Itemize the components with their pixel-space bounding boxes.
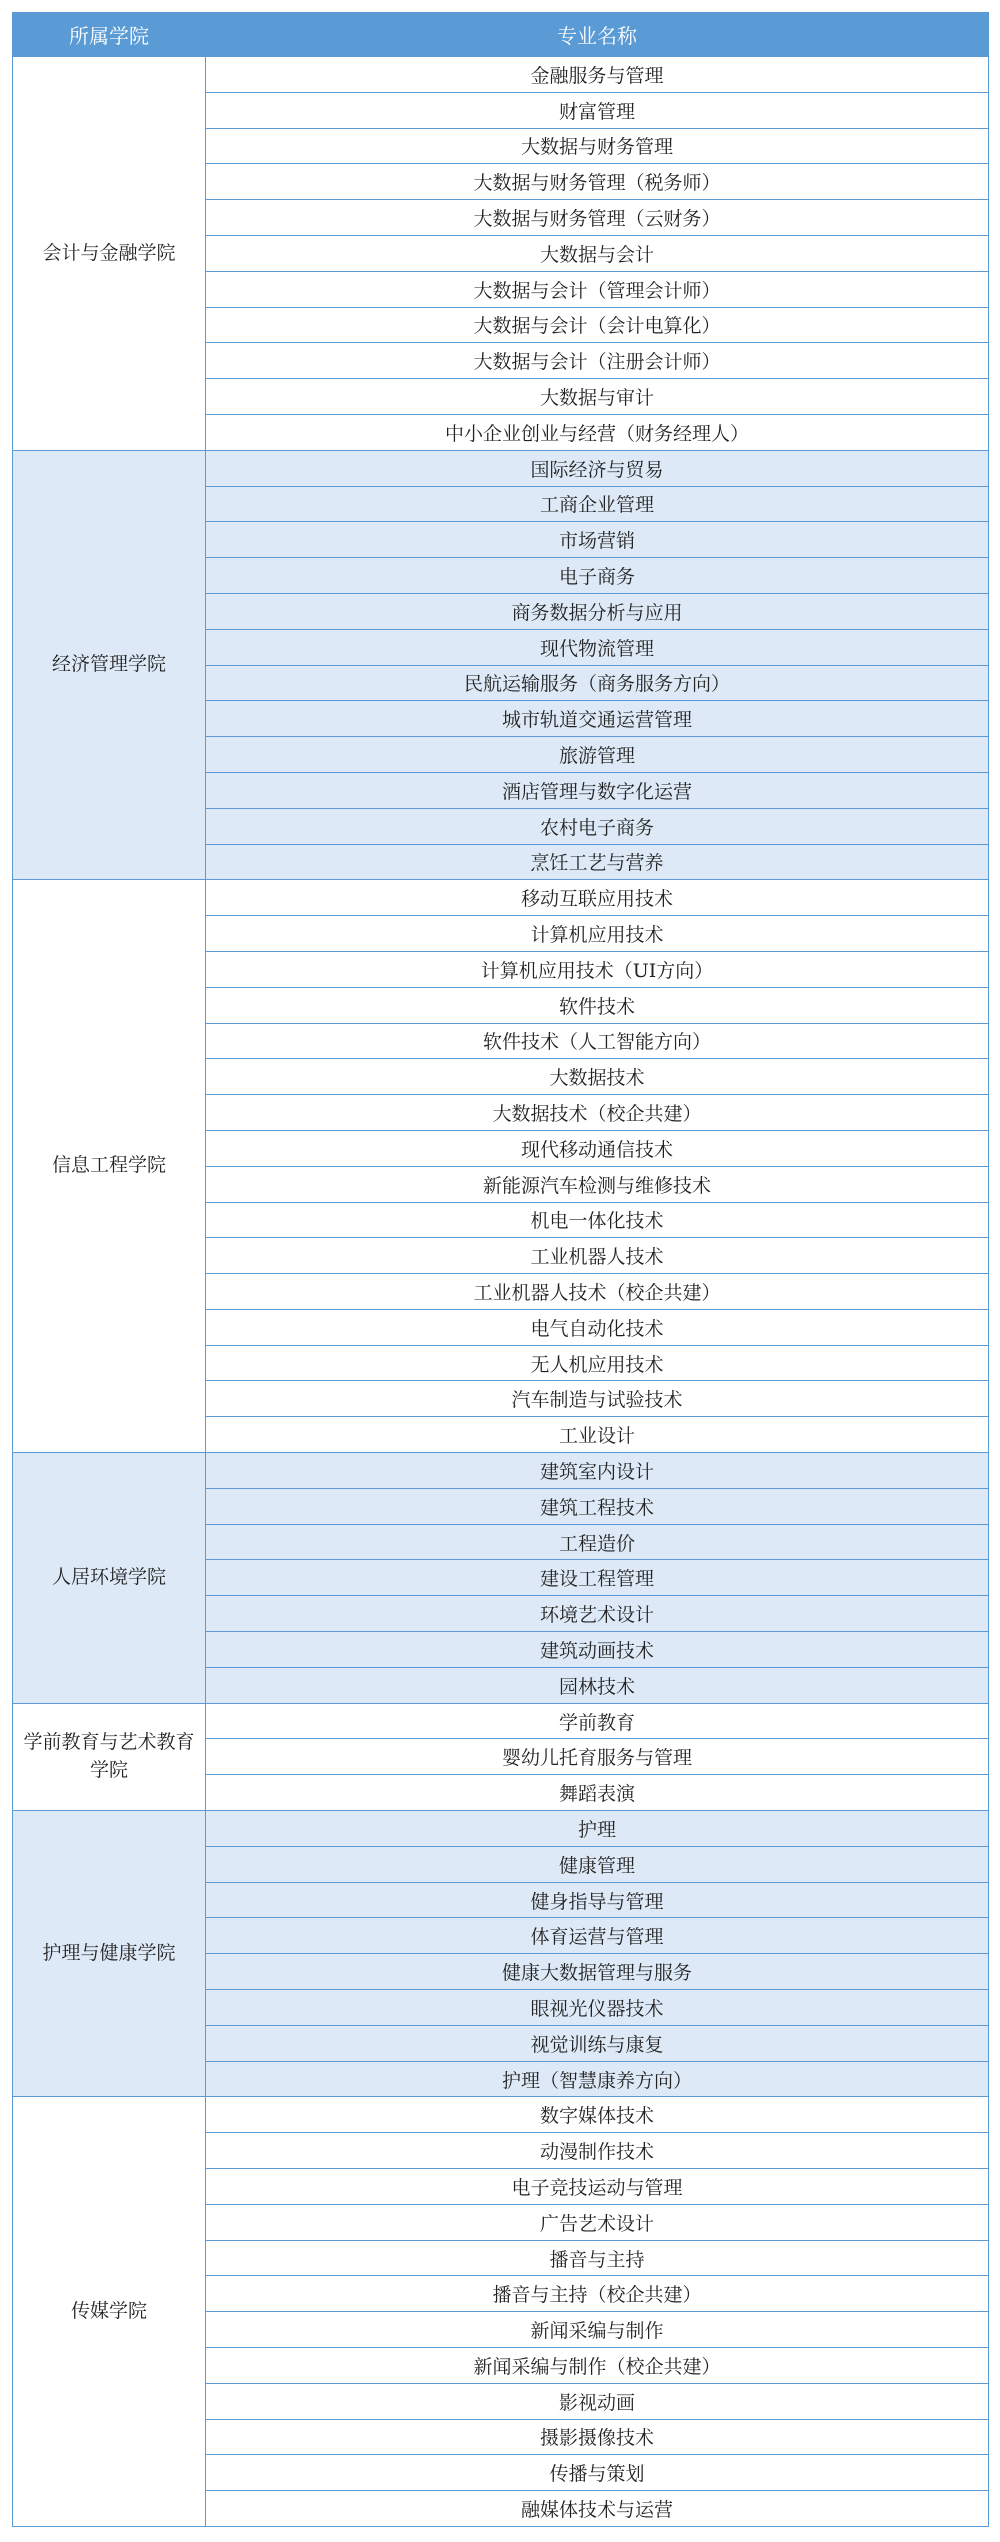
major-cell: 国际经济与贸易 (206, 450, 989, 486)
college-cell: 护理与健康学院 (13, 1811, 206, 2097)
college-group (13, 1453, 989, 1704)
major-cell: 视觉训练与康复 (206, 2025, 989, 2061)
college-group (13, 1703, 989, 1810)
major-cell: 护理 (206, 1811, 989, 1847)
major-cell: 商务数据分析与应用 (206, 593, 989, 629)
major-cell: 农村电子商务 (206, 808, 989, 844)
major-cell: 体育运营与管理 (206, 1918, 989, 1954)
major-cell: 金融服务与管理 (206, 57, 989, 93)
major-cell: 大数据与审计 (206, 379, 989, 415)
major-cell: 融媒体技术与运营 (206, 2491, 989, 2527)
major-cell: 中小企业创业与经营（财务经理人） (206, 414, 989, 450)
table-row (13, 1811, 989, 1847)
major-cell: 烹饪工艺与营养 (206, 844, 989, 880)
major-cell: 建筑动画技术 (206, 1632, 989, 1668)
major-cell: 工商企业管理 (206, 486, 989, 522)
college-group (13, 450, 989, 880)
major-cell: 移动互联应用技术 (206, 880, 989, 916)
major-cell: 影视动画 (206, 2383, 989, 2419)
major-cell: 大数据与财务管理（税务师） (206, 164, 989, 200)
major-cell: 大数据与会计（注册会计师） (206, 343, 989, 379)
major-cell: 无人机应用技术 (206, 1345, 989, 1381)
major-cell: 眼视光仪器技术 (206, 1990, 989, 2026)
major-cell: 计算机应用技术（UI方向） (206, 951, 989, 987)
major-cell: 数字媒体技术 (206, 2097, 989, 2133)
major-cell: 新闻采编与制作（校企共建） (206, 2348, 989, 2384)
major-cell: 园林技术 (206, 1667, 989, 1703)
header-major: 专业名称 (206, 13, 989, 57)
table-row (13, 1703, 989, 1739)
major-cell: 广告艺术设计 (206, 2204, 989, 2240)
major-cell: 舞蹈表演 (206, 1775, 989, 1811)
major-cell: 新闻采编与制作 (206, 2312, 989, 2348)
major-cell: 酒店管理与数字化运营 (206, 772, 989, 808)
major-cell: 播音与主持 (206, 2240, 989, 2276)
table-row (13, 450, 989, 486)
header-college: 所属学院 (13, 13, 206, 57)
major-cell: 电子商务 (206, 558, 989, 594)
majors-table (12, 12, 989, 2527)
table-row (13, 2097, 989, 2133)
major-cell: 播音与主持（校企共建） (206, 2276, 989, 2312)
major-cell: 现代移动通信技术 (206, 1130, 989, 1166)
major-cell: 工业机器人技术（校企共建） (206, 1274, 989, 1310)
major-cell: 动漫制作技术 (206, 2133, 989, 2169)
header-row (13, 13, 989, 57)
major-cell: 财富管理 (206, 92, 989, 128)
major-cell: 软件技术（人工智能方向） (206, 1023, 989, 1059)
major-cell: 机电一体化技术 (206, 1202, 989, 1238)
major-cell: 计算机应用技术 (206, 916, 989, 952)
college-group (13, 57, 989, 451)
major-cell: 电气自动化技术 (206, 1309, 989, 1345)
major-cell: 工业机器人技术 (206, 1238, 989, 1274)
major-cell: 现代物流管理 (206, 629, 989, 665)
college-cell: 人居环境学院 (13, 1453, 206, 1704)
table-row (13, 57, 989, 93)
college-cell: 传媒学院 (13, 2097, 206, 2527)
college-cell: 经济管理学院 (13, 450, 206, 880)
major-cell: 婴幼儿托育服务与管理 (206, 1739, 989, 1775)
major-cell: 健康管理 (206, 1846, 989, 1882)
major-cell: 新能源汽车检测与维修技术 (206, 1166, 989, 1202)
major-cell: 工业设计 (206, 1417, 989, 1453)
major-cell: 学前教育 (206, 1703, 989, 1739)
college-cell: 学前教育与艺术教育学院 (13, 1703, 206, 1810)
major-cell: 大数据与会计 (206, 235, 989, 271)
major-cell: 大数据技术（校企共建） (206, 1095, 989, 1131)
college-cell: 信息工程学院 (13, 880, 206, 1453)
major-cell: 大数据技术 (206, 1059, 989, 1095)
major-cell: 传播与策划 (206, 2455, 989, 2491)
major-cell: 城市轨道交通运营管理 (206, 701, 989, 737)
major-cell: 工程造价 (206, 1524, 989, 1560)
major-cell: 建设工程管理 (206, 1560, 989, 1596)
major-cell: 市场营销 (206, 522, 989, 558)
college-cell: 会计与金融学院 (13, 57, 206, 451)
major-cell: 建筑工程技术 (206, 1488, 989, 1524)
major-cell: 民航运输服务（商务服务方向） (206, 665, 989, 701)
major-cell: 大数据与财务管理（云财务） (206, 200, 989, 236)
major-cell: 建筑室内设计 (206, 1453, 989, 1489)
major-cell: 摄影摄像技术 (206, 2419, 989, 2455)
table-row (13, 880, 989, 916)
college-group (13, 1811, 989, 2097)
major-cell: 健身指导与管理 (206, 1882, 989, 1918)
table-row (13, 1453, 989, 1489)
major-cell: 大数据与会计（会计电算化） (206, 307, 989, 343)
major-cell: 汽车制造与试验技术 (206, 1381, 989, 1417)
major-cell: 大数据与财务管理 (206, 128, 989, 164)
major-cell: 旅游管理 (206, 737, 989, 773)
college-group (13, 880, 989, 1453)
major-cell: 护理（智慧康养方向） (206, 2061, 989, 2097)
college-group (13, 2097, 989, 2527)
major-cell: 大数据与会计（管理会计师） (206, 271, 989, 307)
major-cell: 环境艺术设计 (206, 1596, 989, 1632)
major-cell: 健康大数据管理与服务 (206, 1954, 989, 1990)
major-cell: 电子竞技运动与管理 (206, 2169, 989, 2205)
major-cell: 软件技术 (206, 987, 989, 1023)
